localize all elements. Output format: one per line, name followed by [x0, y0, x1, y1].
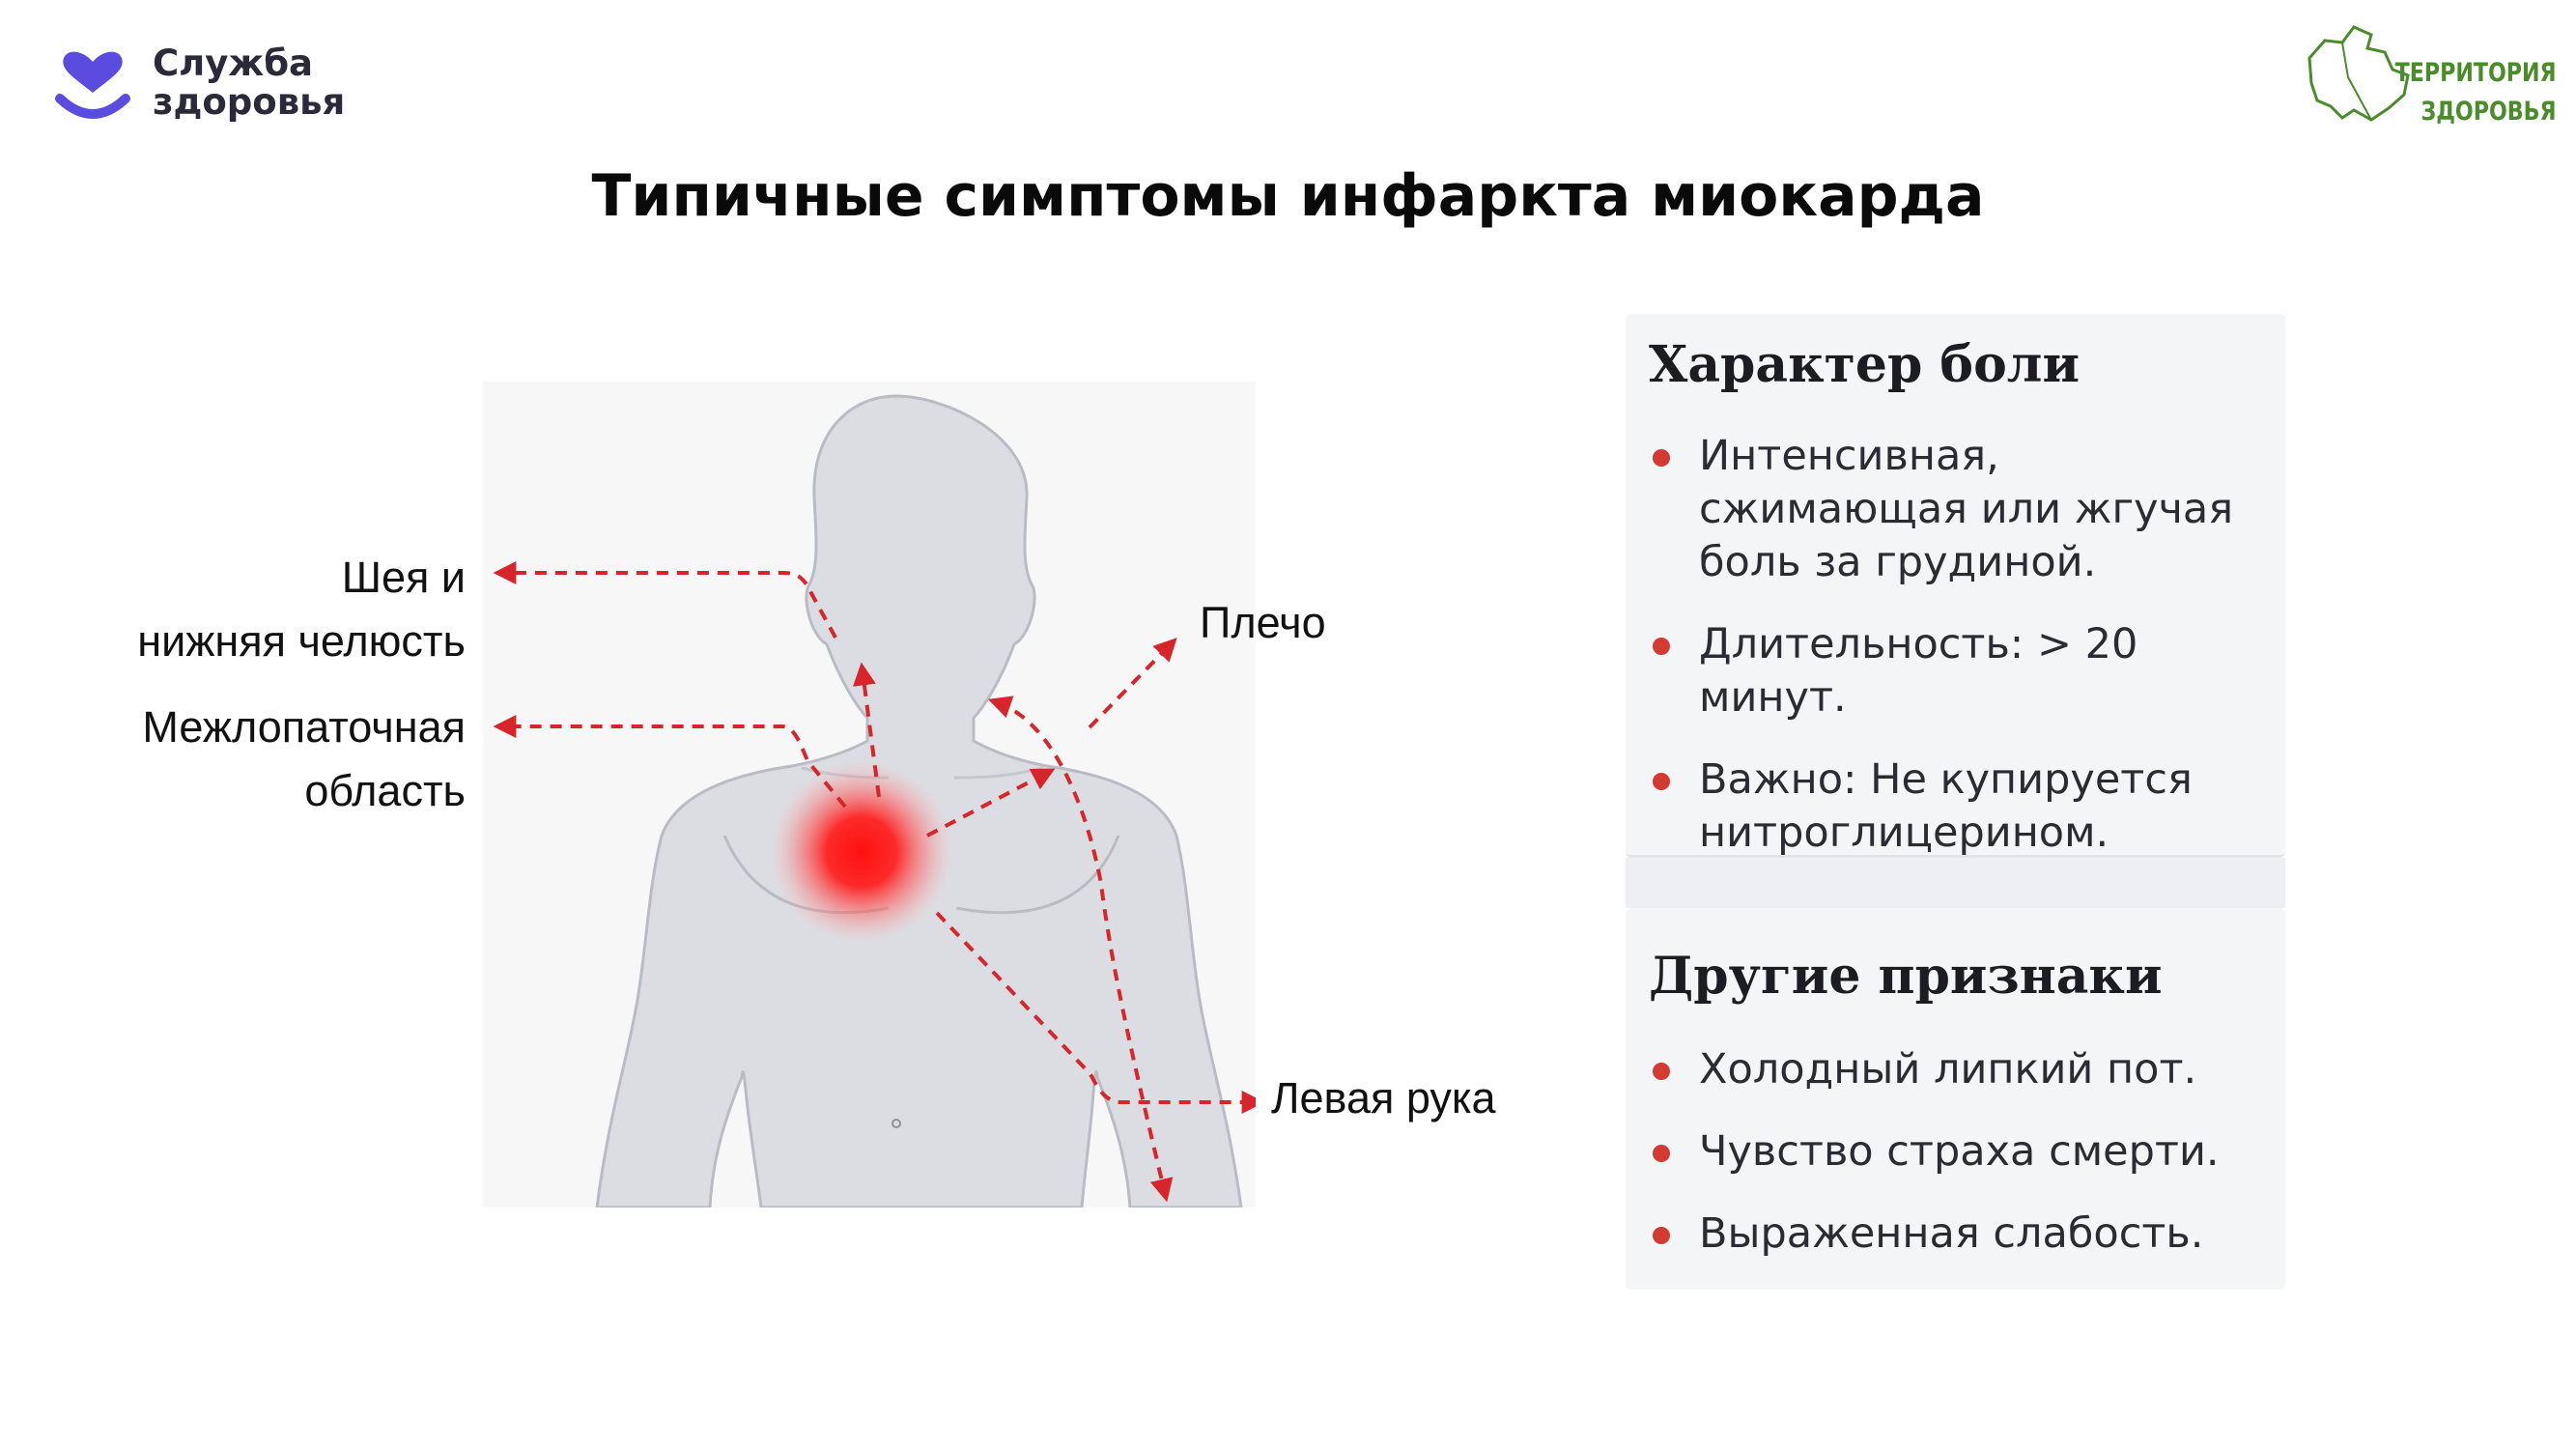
panel-divider — [1626, 858, 2285, 908]
pain-bullet-list — [1649, 430, 2276, 889]
bullet-dot-icon — [1653, 638, 1670, 655]
logo-right-text: ТЕРРИТОРИЯ ЗДОРОВЬЯ — [2395, 58, 2557, 127]
logo-sluzhba-zdorovya — [54, 43, 382, 129]
list-item: Выраженная слабость. — [1649, 1208, 2276, 1261]
list-item: Чувство страха смерти. — [1649, 1125, 2276, 1179]
panel-other-signs — [1626, 908, 2285, 1290]
list-item: Важно: Не купируется нитроглицерином. — [1649, 753, 2276, 860]
heart-logo-icon — [54, 48, 131, 126]
panel-pain-character — [1626, 314, 2285, 858]
page-title: Типичные симптомы инфаркта миокарда — [591, 162, 1985, 230]
label-interscapular: Межлопаточная область — [142, 702, 466, 815]
logo-left-text: Служба здоровья — [153, 43, 346, 123]
label-left-arm: Левая рука — [1271, 1073, 1496, 1122]
panel-other-heading: Другие признаки — [1649, 947, 2163, 1006]
bullet-dot-icon — [1653, 773, 1670, 790]
bullet-dot-icon — [1653, 1227, 1670, 1244]
chest-pain-glow — [770, 760, 953, 944]
torso-illustration — [483, 382, 1256, 1208]
bullet-dot-icon — [1653, 1145, 1670, 1162]
other-bullet-list — [1649, 1043, 2276, 1290]
panel-pain-heading: Характер боли — [1649, 335, 2081, 394]
list-item: Холодный липкий пот. — [1649, 1043, 2276, 1096]
bullet-dot-icon — [1653, 1063, 1670, 1080]
list-item: Длительность: > 20 минут. — [1649, 618, 2276, 724]
list-item: Интенсивная, сжимающая или жгучая боль за грудиной. — [1649, 430, 2276, 589]
body-figure — [483, 382, 1256, 1208]
label-shoulder: Плечо — [1200, 598, 1326, 647]
bullet-dot-icon — [1653, 449, 1670, 467]
label-neck-jaw: Шея и нижняя челюсть — [137, 553, 466, 666]
logo-territoriya-zdorovya — [2304, 19, 2564, 128]
